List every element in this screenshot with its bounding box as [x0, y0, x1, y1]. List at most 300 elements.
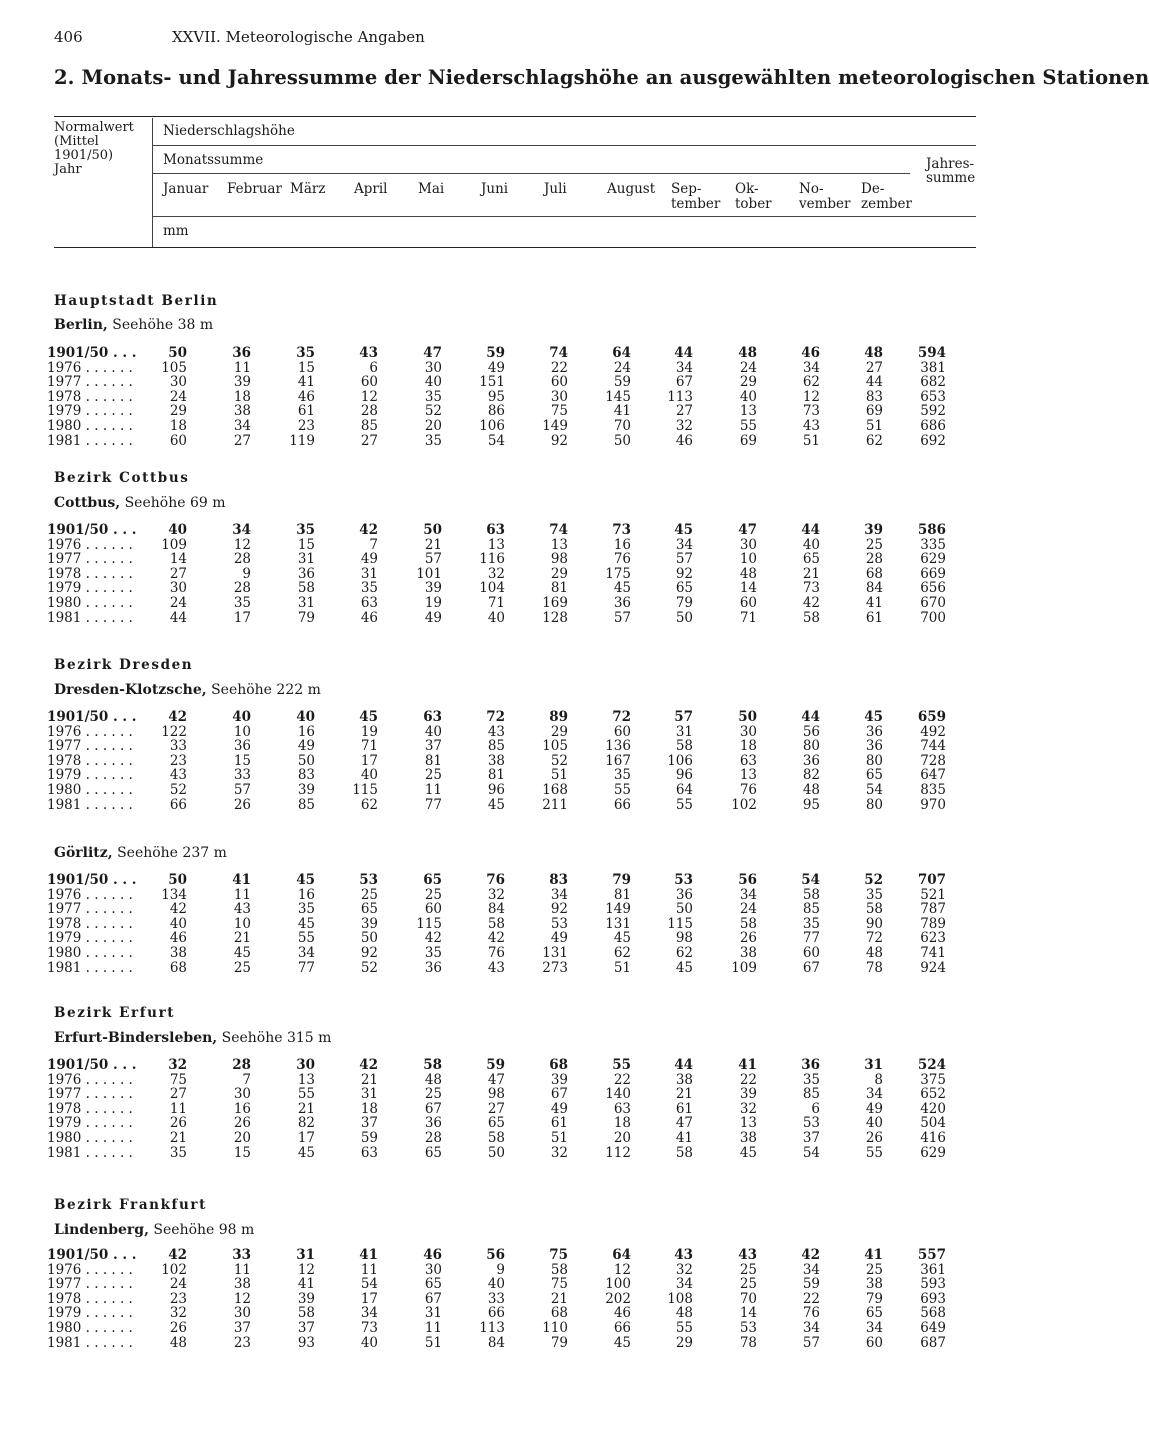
month-value: 45 [675, 959, 693, 976]
month-value: 48 [865, 945, 883, 961]
month-value: 49 [424, 609, 442, 626]
month-value: 45 [613, 1334, 631, 1351]
month-value: 31 [360, 565, 378, 582]
col-year-line-3: 1901/50) [54, 148, 114, 163]
month-value: 24 [169, 1276, 187, 1293]
station-name: Dresden-Klotzsche, [54, 682, 207, 698]
month-value: 16 [613, 536, 631, 553]
month-value: 112 [605, 1144, 631, 1161]
month-value: 64 [612, 345, 631, 361]
month-value: 36 [232, 345, 251, 361]
month-value: 60 [865, 1334, 883, 1351]
month-value: 45 [359, 709, 378, 725]
month-value: 45 [297, 1144, 315, 1161]
month-value: 65 [802, 551, 820, 568]
month-value: 36 [424, 959, 442, 976]
month-value: 16 [233, 1100, 251, 1117]
month-value: 80 [865, 796, 883, 813]
month-value: 55 [613, 782, 631, 798]
month-value: 66 [169, 796, 187, 813]
month-value: 24 [169, 388, 187, 405]
month-value: 35 [424, 388, 442, 405]
month-value: 81 [550, 580, 568, 597]
month-value: 27 [865, 359, 883, 376]
month-value: 32 [550, 1144, 568, 1161]
month-value: 15 [233, 752, 251, 769]
month-value: 19 [424, 595, 442, 611]
month-value: 85 [802, 1086, 820, 1103]
month-value: 34 [865, 1320, 883, 1336]
month-value: 67 [424, 1100, 442, 1117]
month-value: 59 [360, 1130, 378, 1146]
month-value: 76 [613, 551, 631, 568]
month-value: 29 [739, 374, 757, 391]
month-value: 37 [360, 1115, 378, 1132]
month-value: 35 [169, 1144, 187, 1161]
month-value: 48 [169, 1334, 187, 1351]
month-value: 96 [675, 767, 693, 784]
table-row-mean [0, 346, 1024, 361]
month-value: 61 [675, 1100, 693, 1117]
month-value: 68 [169, 959, 187, 976]
month-value: 18 [613, 1115, 631, 1132]
month-value: 7 [242, 1071, 251, 1088]
month-value: 211 [542, 796, 568, 813]
month-value: 122 [161, 723, 187, 740]
month-value: 68 [865, 565, 883, 582]
station-elevation: Seehöhe 38 m [112, 317, 214, 333]
month-value: 30 [739, 723, 757, 740]
month-value: 28 [424, 1130, 442, 1146]
month-value: 61 [297, 403, 315, 420]
month-value: 13 [739, 767, 757, 784]
month-value: 106 [667, 752, 693, 769]
month-value: 59 [486, 345, 505, 361]
month-value: 60 [360, 374, 378, 391]
table-row [0, 946, 1024, 961]
month-value: 32 [487, 565, 505, 582]
month-value: 31 [296, 1247, 315, 1263]
month-value: 273 [542, 959, 568, 976]
month-header-sep-1: Sep- [671, 181, 702, 197]
month-header-nov-2: vember [799, 196, 851, 212]
month-value: 73 [802, 403, 820, 420]
annual-value: 687 [920, 1334, 946, 1351]
row-year: 1979 . . . . . . [47, 580, 133, 597]
month-value: 35 [233, 595, 251, 611]
month-value: 34 [802, 359, 820, 376]
month-value: 77 [802, 930, 820, 947]
annual-header-line-2: summe [926, 170, 976, 186]
month-value: 18 [739, 738, 757, 755]
annual-value: 787 [920, 901, 946, 918]
row-year: 1901/50 . . . [47, 1057, 137, 1073]
month-value: 66 [613, 1320, 631, 1336]
month-value: 40 [865, 1115, 883, 1132]
row-year: 1978 . . . . . . [47, 565, 133, 582]
subgroup-rule [152, 173, 910, 174]
month-value: 16 [297, 723, 315, 740]
row-year: 1977 . . . . . . [47, 901, 133, 918]
month-value: 30 [233, 1086, 251, 1103]
month-value: 67 [802, 959, 820, 976]
month-value: 95 [487, 388, 505, 405]
month-value: 65 [424, 1276, 442, 1293]
table-title: 2. Monats- und Jahressumme der Niederschlagshöhe an ausgewählten meteorologischen Stationen [54, 66, 1149, 89]
month-value: 44 [169, 609, 187, 626]
month-value: 50 [613, 432, 631, 449]
month-value: 36 [297, 565, 315, 582]
row-year: 1977 . . . . . . [47, 738, 133, 755]
month-value: 73 [802, 580, 820, 597]
table-row [0, 375, 1024, 390]
row-year: 1978 . . . . . . [47, 388, 133, 405]
month-value: 37 [297, 1320, 315, 1336]
month-value: 62 [802, 374, 820, 391]
annual-value: 656 [920, 580, 946, 597]
month-value: 106 [479, 418, 505, 434]
month-value: 68 [550, 1305, 568, 1322]
month-value: 110 [542, 1320, 568, 1336]
month-value: 65 [423, 872, 442, 888]
month-value: 40 [360, 767, 378, 784]
annual-value: 586 [917, 522, 946, 538]
month-value: 53 [802, 1115, 820, 1132]
month-value: 98 [675, 930, 693, 947]
row-year: 1901/50 . . . [47, 709, 137, 725]
month-value: 54 [801, 872, 820, 888]
month-value: 23 [297, 418, 315, 434]
month-value: 40 [296, 709, 315, 725]
month-value: 85 [297, 796, 315, 813]
month-value: 48 [864, 345, 883, 361]
month-value: 25 [424, 886, 442, 903]
month-value: 31 [675, 723, 693, 740]
month-value: 62 [613, 945, 631, 961]
month-value: 12 [297, 1261, 315, 1278]
month-value: 39 [297, 1290, 315, 1307]
month-value: 45 [296, 872, 315, 888]
month-value: 57 [233, 782, 251, 798]
month-value: 134 [161, 886, 187, 903]
station-name: Berlin, [54, 317, 108, 333]
month-value: 37 [233, 1320, 251, 1336]
month-value: 43 [359, 345, 378, 361]
month-value: 48 [739, 565, 757, 582]
annual-value: 647 [920, 767, 946, 784]
table-row [0, 1321, 1024, 1336]
table-row-mean [0, 710, 1024, 725]
month-value: 57 [675, 551, 693, 568]
month-value: 34 [802, 1261, 820, 1278]
col-year-line-4: Jahr [54, 162, 82, 177]
district-heading: Hauptstadt Berlin [54, 293, 219, 309]
annual-value: 593 [920, 1276, 946, 1293]
month-value: 60 [169, 432, 187, 449]
month-value: 102 [161, 1261, 187, 1278]
month-value: 17 [360, 752, 378, 769]
month-value: 49 [550, 1100, 568, 1117]
row-year: 1980 . . . . . . [47, 595, 133, 611]
month-value: 52 [550, 752, 568, 769]
row-year: 1980 . . . . . . [47, 1320, 133, 1336]
annual-value: 700 [920, 609, 946, 626]
month-value: 43 [674, 1247, 693, 1263]
row-year: 1981 . . . . . . [47, 796, 133, 813]
page-number: 406 [54, 28, 83, 46]
month-value: 13 [550, 536, 568, 553]
month-value: 67 [424, 1290, 442, 1307]
month-value: 167 [605, 752, 631, 769]
month-value: 51 [550, 767, 568, 784]
month-value: 34 [297, 945, 315, 961]
annual-value: 492 [920, 723, 946, 740]
table-row [0, 739, 1024, 754]
month-value: 28 [233, 580, 251, 597]
month-value: 41 [613, 403, 631, 420]
month-value: 25 [739, 1261, 757, 1278]
table-row [0, 1336, 1024, 1351]
month-value: 50 [487, 1144, 505, 1161]
month-value: 21 [675, 1086, 693, 1103]
month-value: 38 [675, 1071, 693, 1088]
month-value: 25 [739, 1276, 757, 1293]
month-value: 85 [360, 418, 378, 434]
month-value: 31 [297, 551, 315, 568]
row-year: 1981 . . . . . . [47, 1144, 133, 1161]
month-value: 15 [297, 359, 315, 376]
month-value: 45 [613, 580, 631, 597]
month-value: 74 [549, 345, 568, 361]
month-value: 22 [550, 359, 568, 376]
table-row [0, 434, 1024, 449]
month-value: 30 [424, 359, 442, 376]
month-value: 72 [865, 930, 883, 947]
month-value: 75 [549, 1247, 568, 1263]
month-value: 30 [424, 1261, 442, 1278]
month-value: 43 [487, 723, 505, 740]
annual-value: 381 [920, 359, 946, 376]
month-value: 136 [605, 738, 631, 755]
month-value: 131 [605, 915, 631, 932]
month-value: 40 [360, 1334, 378, 1351]
month-value: 75 [169, 1071, 187, 1088]
month-value: 69 [865, 403, 883, 420]
month-value: 59 [486, 1057, 505, 1073]
month-value: 63 [739, 752, 757, 769]
month-value: 149 [542, 418, 568, 434]
month-value: 19 [360, 723, 378, 740]
month-header-oct-2: tober [735, 196, 772, 212]
month-value: 80 [802, 738, 820, 755]
month-value: 26 [865, 1130, 883, 1146]
month-value: 27 [169, 1086, 187, 1103]
month-value: 63 [486, 522, 505, 538]
month-value: 48 [802, 782, 820, 798]
district-heading: Bezirk Erfurt [54, 1005, 176, 1021]
station-name: Görlitz, [54, 845, 113, 861]
month-value: 23 [169, 1290, 187, 1307]
month-value: 48 [675, 1305, 693, 1322]
month-value: 44 [801, 709, 820, 725]
month-header-aug: August [607, 181, 656, 197]
table-row [0, 1131, 1024, 1146]
row-year: 1901/50 . . . [47, 345, 137, 361]
month-value: 53 [739, 1320, 757, 1336]
row-year: 1978 . . . . . . [47, 752, 133, 769]
month-value: 140 [605, 1086, 631, 1103]
month-value: 65 [424, 1144, 442, 1161]
row-year: 1977 . . . . . . [47, 551, 133, 568]
month-value: 175 [605, 565, 631, 582]
month-value: 81 [613, 886, 631, 903]
district-heading: Bezirk Dresden [54, 657, 194, 673]
month-value: 42 [169, 901, 187, 918]
month-value: 32 [168, 1057, 187, 1073]
row-year: 1980 . . . . . . [47, 1130, 133, 1146]
annual-value: 744 [920, 738, 946, 755]
row-year: 1976 . . . . . . [47, 886, 133, 903]
month-value: 12 [360, 388, 378, 405]
month-value: 35 [613, 767, 631, 784]
month-value: 63 [613, 1100, 631, 1117]
annual-value: 659 [917, 709, 946, 725]
month-value: 98 [487, 1086, 505, 1103]
header-bottom-rule [54, 247, 976, 248]
station-name: Erfurt-Bindersleben, [54, 1030, 218, 1046]
month-value: 42 [801, 1247, 820, 1263]
row-year: 1981 . . . . . . [47, 959, 133, 976]
station-elevation: Seehöhe 69 m [124, 495, 226, 511]
month-value: 55 [297, 930, 315, 947]
month-value: 34 [360, 1305, 378, 1322]
month-value: 76 [802, 1305, 820, 1322]
month-value: 34 [739, 886, 757, 903]
month-value: 69 [739, 432, 757, 449]
annual-value: 524 [917, 1057, 946, 1073]
month-value: 30 [169, 374, 187, 391]
month-value: 41 [297, 374, 315, 391]
month-value: 13 [739, 403, 757, 420]
month-value: 36 [801, 1057, 820, 1073]
month-value: 35 [296, 522, 315, 538]
annual-value: 924 [920, 959, 946, 976]
month-value: 50 [168, 872, 187, 888]
month-value: 36 [675, 886, 693, 903]
month-value: 86 [487, 403, 505, 420]
month-value: 54 [865, 782, 883, 798]
month-value: 92 [550, 901, 568, 918]
month-value: 21 [169, 1130, 187, 1146]
month-value: 38 [865, 1276, 883, 1293]
month-value: 40 [802, 536, 820, 553]
month-value: 57 [424, 551, 442, 568]
month-value: 31 [864, 1057, 883, 1073]
month-value: 33 [169, 738, 187, 755]
month-value: 39 [297, 782, 315, 798]
month-value: 108 [667, 1290, 693, 1307]
month-header-nov-1: No- [799, 181, 824, 197]
month-value: 73 [612, 522, 631, 538]
month-value: 20 [613, 1130, 631, 1146]
month-value: 54 [802, 1144, 820, 1161]
month-value: 26 [739, 930, 757, 947]
month-header-dec-1: De- [861, 181, 885, 197]
month-value: 49 [487, 359, 505, 376]
month-value: 84 [487, 901, 505, 918]
month-value: 24 [739, 901, 757, 918]
row-year: 1981 . . . . . . [47, 1334, 133, 1351]
row-year: 1901/50 . . . [47, 1247, 137, 1263]
month-value: 35 [360, 580, 378, 597]
table-row [0, 596, 1024, 611]
month-value: 30 [739, 536, 757, 553]
station-heading [54, 495, 226, 511]
month-value: 35 [802, 915, 820, 932]
month-value: 37 [424, 738, 442, 755]
row-year: 1980 . . . . . . [47, 945, 133, 961]
month-value: 85 [487, 738, 505, 755]
station-elevation: Seehöhe 98 m [153, 1222, 255, 1238]
month-value: 35 [424, 945, 442, 961]
station-elevation: Seehöhe 222 m [211, 682, 321, 698]
month-value: 56 [738, 872, 757, 888]
month-value: 34 [865, 1086, 883, 1103]
group-header: Niederschlagshöhe [163, 123, 295, 139]
header-column-separator [152, 118, 153, 247]
annual-value: 629 [920, 551, 946, 568]
month-value: 10 [739, 551, 757, 568]
month-value: 54 [487, 432, 505, 449]
month-value: 58 [802, 609, 820, 626]
month-value: 34 [232, 522, 251, 538]
month-value: 39 [739, 1086, 757, 1103]
month-value: 84 [487, 1334, 505, 1351]
month-value: 35 [865, 886, 883, 903]
month-value: 42 [168, 1247, 187, 1263]
month-value: 168 [542, 782, 568, 798]
month-value: 36 [424, 1115, 442, 1132]
month-value: 149 [605, 901, 631, 918]
month-value: 49 [550, 930, 568, 947]
month-value: 58 [297, 1305, 315, 1322]
subgroup-header: Monatssumme [163, 152, 264, 168]
annual-value: 653 [920, 388, 946, 405]
month-value: 58 [297, 580, 315, 597]
month-value: 70 [739, 1290, 757, 1307]
month-value: 15 [297, 536, 315, 553]
station-heading [54, 1222, 254, 1238]
month-value: 25 [424, 1086, 442, 1103]
unit-label: mm [163, 223, 189, 239]
month-value: 113 [667, 388, 693, 405]
month-value: 57 [802, 1334, 820, 1351]
table-row-mean [0, 1248, 1024, 1263]
annual-value: 652 [920, 1086, 946, 1103]
col-year-line-1: Normalwert [54, 120, 134, 135]
row-year: 1981 . . . . . . [47, 609, 133, 626]
annual-value: 835 [920, 782, 946, 798]
month-value: 63 [360, 595, 378, 611]
month-value: 20 [233, 1130, 251, 1146]
month-value: 145 [605, 388, 631, 405]
month-value: 50 [360, 930, 378, 947]
month-value: 46 [169, 930, 187, 947]
month-value: 30 [296, 1057, 315, 1073]
month-value: 116 [479, 551, 505, 568]
row-year: 1976 . . . . . . [47, 1071, 133, 1088]
month-value: 66 [487, 1305, 505, 1322]
